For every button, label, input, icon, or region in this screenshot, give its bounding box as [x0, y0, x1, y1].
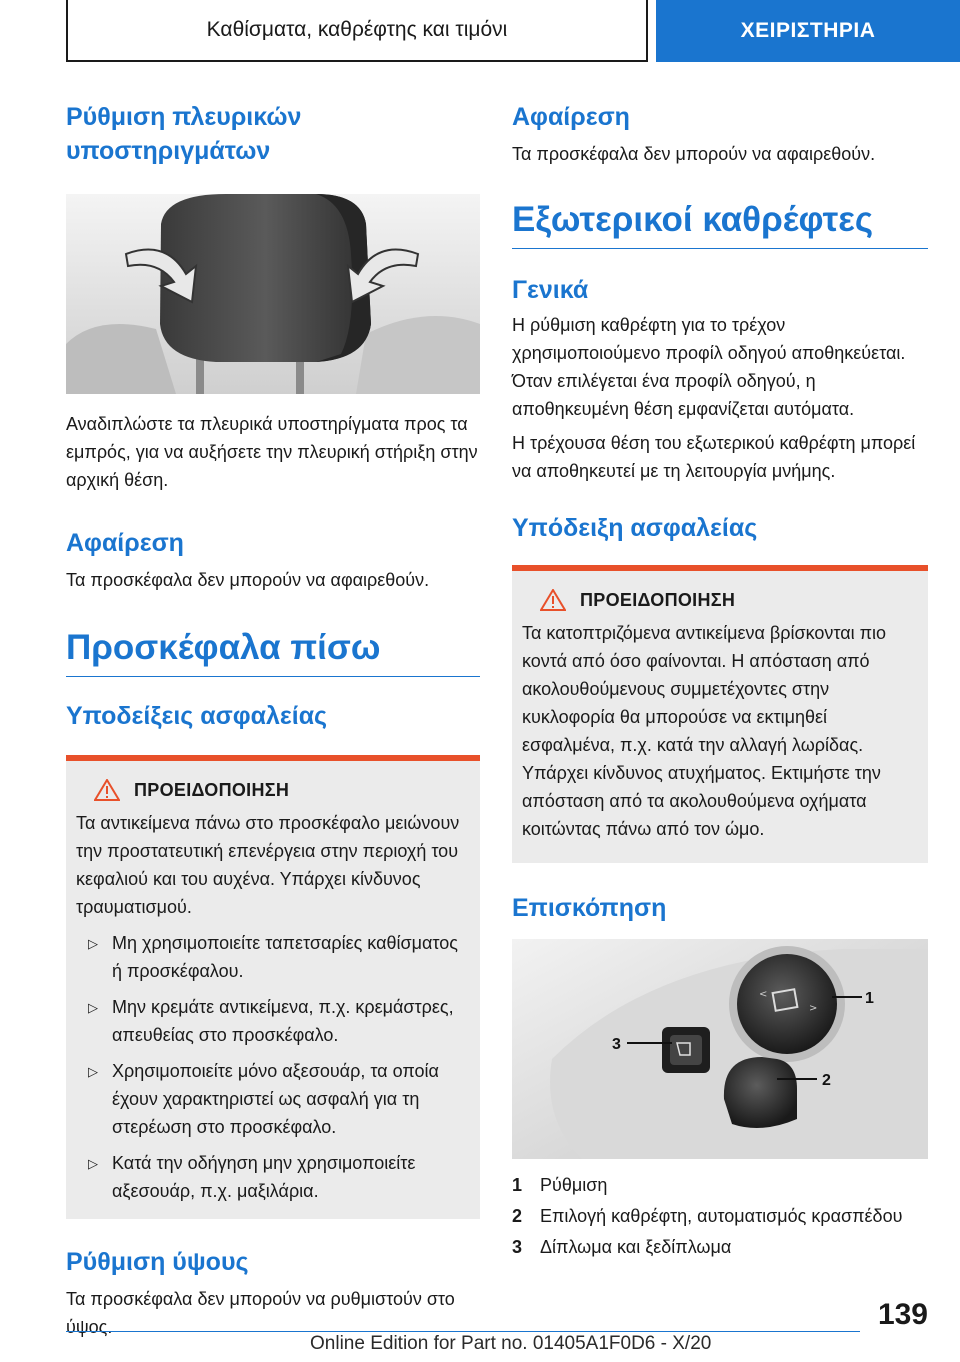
- bullet-text: Μη χρησιμοποιείτε ταπετσαρίες καθίσματος ή προσκέφαλου.: [112, 933, 458, 981]
- right-column: [512, 100, 928, 1261]
- heading-overview: Επισκόπηση: [512, 894, 667, 922]
- bullet-text: Μην κρεμάτε αντικείμενα, π.χ. κρεμάστρες, απευθείας στο προσκέφαλο.: [112, 997, 454, 1045]
- heading-side-supports: Ρύθμιση πλευρικών υποστηριγμάτων: [66, 103, 302, 165]
- heading-height-adjustment: Ρύθμιση ύψους: [66, 1248, 249, 1276]
- heading-removal-right: Αφαίρεση: [512, 103, 630, 131]
- warning-box-left: [66, 755, 480, 1219]
- legend: [512, 1171, 928, 1261]
- warning-icon: [94, 779, 120, 801]
- left-column: [66, 100, 480, 1341]
- triangle-bullet-icon: ▷: [88, 1156, 98, 1171]
- heading-rear-headrests: Προσκέφαλα πίσω: [66, 628, 480, 677]
- footer-edition: Online Edition for Part no. 01405A1F0D6 - X/20: [310, 1333, 712, 1354]
- triangle-bullet-icon: ▷: [88, 1000, 98, 1015]
- footer-divider: [66, 1331, 860, 1332]
- legend-number: 3: [512, 1237, 523, 1257]
- legend-text: Επιλογή καθρέφτη, αυτοματισμός κρασπέδου: [540, 1206, 903, 1226]
- height-text: Τα προσκέφαλα δεν μπορούν να ρυθμιστούν στο ύψος.: [66, 1289, 455, 1337]
- removal-text-right: Τα προσκέφαλα δεν μπορούν να αφαιρεθούν.: [512, 144, 876, 164]
- svg-text:>: >: [809, 1003, 818, 1014]
- chapter-title: Καθίσματα, καθρέφτης και τιμόνι: [206, 18, 508, 41]
- legend-text: Δίπλωμα και ξεδίπλωμα: [540, 1237, 732, 1257]
- warning-bullet: [76, 1149, 470, 1205]
- warning-header: [94, 779, 470, 801]
- heading-exterior-mirrors: Εξωτερικοί καθρέφτες: [512, 200, 928, 249]
- page-number: 139: [877, 1298, 928, 1331]
- callout-3: 3: [612, 1036, 621, 1053]
- general-text-2: Η τρέχουσα θέση του εξωτερικού καθρέφτη μπορεί να αποθηκευτεί με τη λειτουργία μνήμης.: [512, 433, 916, 481]
- callout-2: 2: [822, 1072, 831, 1089]
- legend-number: 2: [512, 1206, 523, 1226]
- legend-item: [512, 1202, 928, 1230]
- general-text-1: Η ρύθμιση καθρέφτη για το τρέχον χρησιμοποιούμενο προφίλ οδηγού αποθηκεύεται. Όταν επιλέγεται ένα προφίλ οδηγού, η αποθηκευμένη θέση εμφανίζεται αυτόματα.: [512, 315, 906, 419]
- legend-item: [512, 1171, 928, 1199]
- triangle-bullet-icon: ▷: [88, 1064, 98, 1079]
- legend-number: 1: [512, 1175, 523, 1195]
- legend-text: Ρύθμιση: [540, 1175, 608, 1195]
- warning-icon: [540, 589, 566, 611]
- legend-item: [512, 1233, 928, 1261]
- heading-general: Γενικά: [512, 276, 589, 304]
- triangle-bullet-icon: ▷: [88, 936, 98, 951]
- warning-text: Τα κατοπτριζόμενα αντικείμενα βρίσκονται πιο κοντά από όσο φαίνονται. Η απόσταση από ακολουθούμενους συμμετέχοντες στην κυκλοφορία θα μπορούσε να εκτιμηθεί εσφαλμένα, π.χ. κατά την αλλαγή λωρίδας. Υπάρχει κίνδυνος ατυχήματος. Εκτιμήστε την απόσταση από τα ακολουθούμενα οχήματα κοιτώντας πάνω από τον ώμο.: [522, 623, 887, 839]
- warning-box-right: [512, 565, 928, 863]
- heading-removal-left: Αφαίρεση: [66, 529, 184, 557]
- heading-safety-notes: Υποδείξεις ασφαλείας: [66, 702, 328, 730]
- bullet-text: Χρησιμοποιείτε μόνο αξεσουάρ, τα οποία έχουν χαρακτηριστεί ως ασφαλή για τη στερέωση στο προσκέφαλο.: [112, 1061, 439, 1137]
- heading-safety-note: Υπόδειξη ασφαλείας: [512, 514, 758, 542]
- warning-header: [540, 589, 918, 611]
- side-supports-text: Αναδιπλώστε τα πλευρικά υποστηρίγματα προς τα εμπρός, για να αυξήσετε την πλευρική στήριξη στην αρχική θέση.: [66, 414, 478, 490]
- callout-1: 1: [865, 990, 874, 1007]
- section-title: ΧΕΙΡΙΣΤΗΡΙΑ: [740, 19, 876, 42]
- warning-label: ΠΡΟΕΙΔΟΠΟΙΗΣΗ: [134, 779, 290, 800]
- warning-bullet: [76, 1057, 470, 1141]
- chapter-header: [66, 0, 648, 62]
- mirror-controls-photo: [512, 939, 928, 1159]
- svg-text:<: <: [759, 989, 768, 1000]
- warning-text: Τα αντικείμενα πάνω στο προσκέφαλο μειώνουν την προστατευτική επενέργεια στην περιοχή του κεφαλιού και του αυχένα. Υπάρχει κίνδυνος τραυματισμού.: [76, 813, 460, 917]
- warning-bullet: [76, 929, 470, 985]
- removal-text-left: Τα προσκέφαλα δεν μπορούν να αφαιρεθούν.: [66, 570, 430, 590]
- bullet-text: Κατά την οδήγηση μην χρησιμοποιείτε αξεσουάρ, π.χ. μαξιλάρια.: [112, 1153, 416, 1201]
- warning-bullet: [76, 993, 470, 1049]
- headrest-photo: [66, 194, 480, 394]
- warning-label: ΠΡΟΕΙΔΟΠΟΙΗΣΗ: [580, 589, 736, 610]
- section-tab: [656, 0, 960, 62]
